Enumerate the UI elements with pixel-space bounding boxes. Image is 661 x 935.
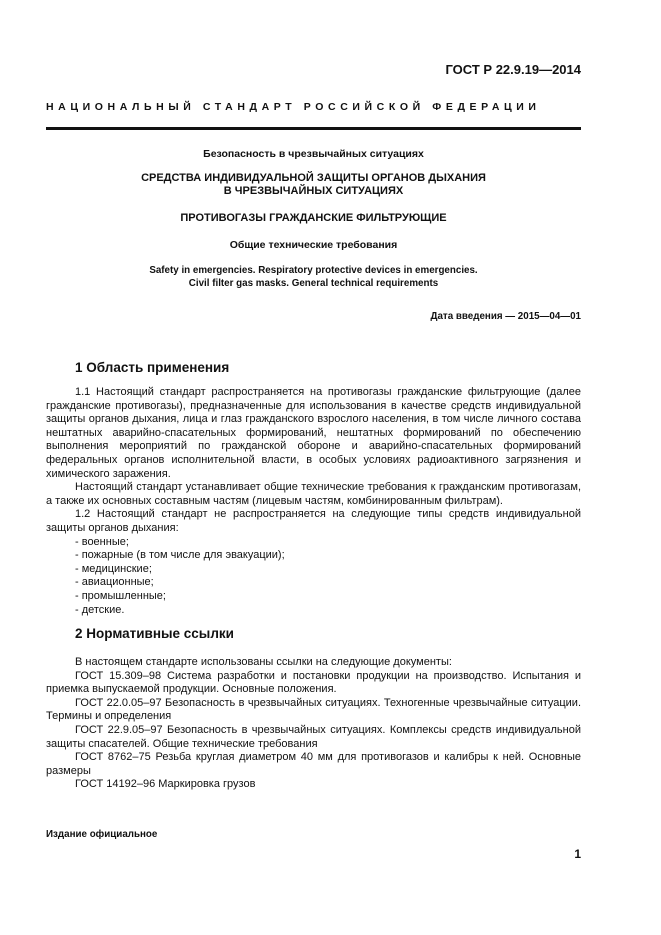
paragraph: Настоящий стандарт устанавливает общие технические требования к гражданским противогазам, а также их основных составным частям (лицевым частям, комбинированным фильтрам). xyxy=(46,481,581,507)
requirements-title: Общие технические требования xyxy=(229,239,398,251)
introduction-date: Дата введения — 2015—04—01 xyxy=(430,311,581,322)
english-title xyxy=(46,264,581,290)
list-item: - военные; xyxy=(75,535,129,548)
list-item: - авиационные; xyxy=(75,576,154,589)
paragraph: 1.1 Настоящий стандарт распространяется на противогазы гражданские фильтрующие (далее гражданские противогазы), предназначенные для использования в качестве средств индивидуальной защиты органов дыхания, лица и глаз гражданского взрослого населения, в том числе личного состава нештатных аварийно-спасательных формирований, нештатных формирований по обеспечению выполнения мероприятий по гражданской обороне и аварийно-спасательных формирований федеральных органов исполнительной власти, в особых условиях радиоактивного загрязнения и химического заражения. xyxy=(46,386,581,480)
section-1-heading: 1 Область применения xyxy=(75,360,230,375)
page-number: 1 xyxy=(574,847,581,861)
list-item: - детские. xyxy=(75,603,125,616)
main-title-line-1: СРЕДСТВА ИНДИВИДУАЛЬНОЙ ЗАЩИТЫ ОРГАНОВ ДЫХАНИЯ xyxy=(141,172,486,184)
reference-item: ГОСТ 22.9.05–97 Безопасность в чрезвычайных ситуациях. Комплексы средств индивидуальной защиты спасателей. Общие технические требования xyxy=(46,723,581,750)
reference-item: ГОСТ 8762–75 Резьба круглая диаметром 40 мм для противогазов и калибры к ней. Основные размеры xyxy=(46,751,581,777)
list-item: - пожарные (в том числе для эвакуации); xyxy=(75,549,285,562)
section-1-body xyxy=(46,386,581,617)
section-2-heading: 2 Нормативные ссылки xyxy=(75,626,234,641)
english-title-line-1: Safety in emergencies. Respiratory protective devices in emergencies. xyxy=(149,265,478,276)
paragraph: 1.2 Настоящий стандарт не распространяется на следующие типы средств индивидуальной защиты органов дыхания: xyxy=(46,508,581,534)
paragraph: В настоящем стандарте использованы ссылки на следующие документы: xyxy=(75,656,452,668)
reference-item: ГОСТ 14192–96 Маркировка грузов xyxy=(75,778,256,791)
list-item: - промышленные; xyxy=(75,589,166,602)
header-rule xyxy=(46,127,581,130)
reference-item: ГОСТ 15.309–98 Система разработки и постановки продукции на производство. Испытания и приемка выпускаемой продукции. Основные положения. xyxy=(46,669,581,696)
official-edition-note: Издание официальное xyxy=(46,829,158,840)
subtitle: ПРОТИВОГАЗЫ ГРАЖДАНСКИЕ ФИЛЬТРУЮЩИЕ xyxy=(180,212,447,224)
national-standard-title: НАЦИОНАЛЬНЫЙ СТАНДАРТ РОССИЙСКОЙ ФЕДЕРАЦИИ xyxy=(46,101,541,113)
standard-code: ГОСТ Р 22.9.19—2014 xyxy=(445,62,581,77)
section-2-body xyxy=(46,656,581,792)
list-item: - медицинские; xyxy=(75,562,152,575)
reference-item: ГОСТ 22.0.05–97 Безопасность в чрезвычайных ситуациях. Техногенные чрезвычайные ситуации. Термины и определения xyxy=(46,696,581,723)
english-title-line-2: Civil filter gas masks. General technical requirements xyxy=(188,278,439,289)
main-title xyxy=(46,172,581,198)
main-title-line-2: В ЧРЕЗВЫЧАЙНЫХ СИТУАЦИЯХ xyxy=(223,185,404,197)
series-title: Безопасность в чрезвычайных ситуациях xyxy=(203,148,424,160)
